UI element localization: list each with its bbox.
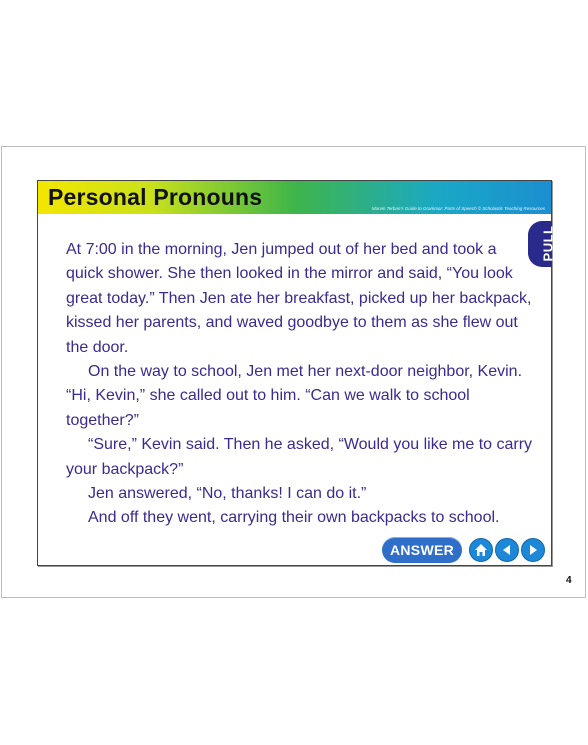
next-button[interactable]: [521, 538, 545, 562]
credit-line: Marvin Terban's Guide to Grammar: Parts of Speech © Scholastic Teaching Resources: [371, 206, 545, 211]
title-bar: [38, 181, 551, 214]
home-button[interactable]: [469, 538, 493, 562]
home-icon: [473, 542, 489, 558]
answer-button[interactable]: ANSWER: [382, 537, 462, 563]
back-button[interactable]: [495, 538, 519, 562]
story-paragraph: At 7:00 in the morning, Jen jumped out of her bed and took a quick shower. She then looked in the mirror and said, “You look great today.” Then Jen ate her breakfast, picked up her backpack, kissed her parents, and waved goodbye to them as she flew out the door.: [66, 241, 532, 356]
pull-tab-label: PULL: [540, 225, 556, 262]
slide-title: Personal Pronouns: [48, 184, 263, 210]
slide: [37, 180, 556, 566]
arrow-left-icon: [499, 542, 515, 558]
story-paragraph: On the way to school, Jen met her next-door neighbor, Kevin. “Hi, Kevin,” she called out to him. “Can we walk to school together?”: [66, 363, 523, 429]
story-paragraph: Jen answered, “No, thanks! I can do it.”: [88, 485, 367, 503]
page-number: 4: [566, 575, 572, 586]
story-text: [66, 238, 536, 531]
arrow-right-icon: [525, 542, 541, 558]
story-paragraph: And off they went, carrying their own backpacks to school.: [88, 509, 500, 527]
story-paragraph: “Sure,” Kevin said. Then he asked, “Would you like me to carry your backpack?”: [66, 436, 533, 478]
